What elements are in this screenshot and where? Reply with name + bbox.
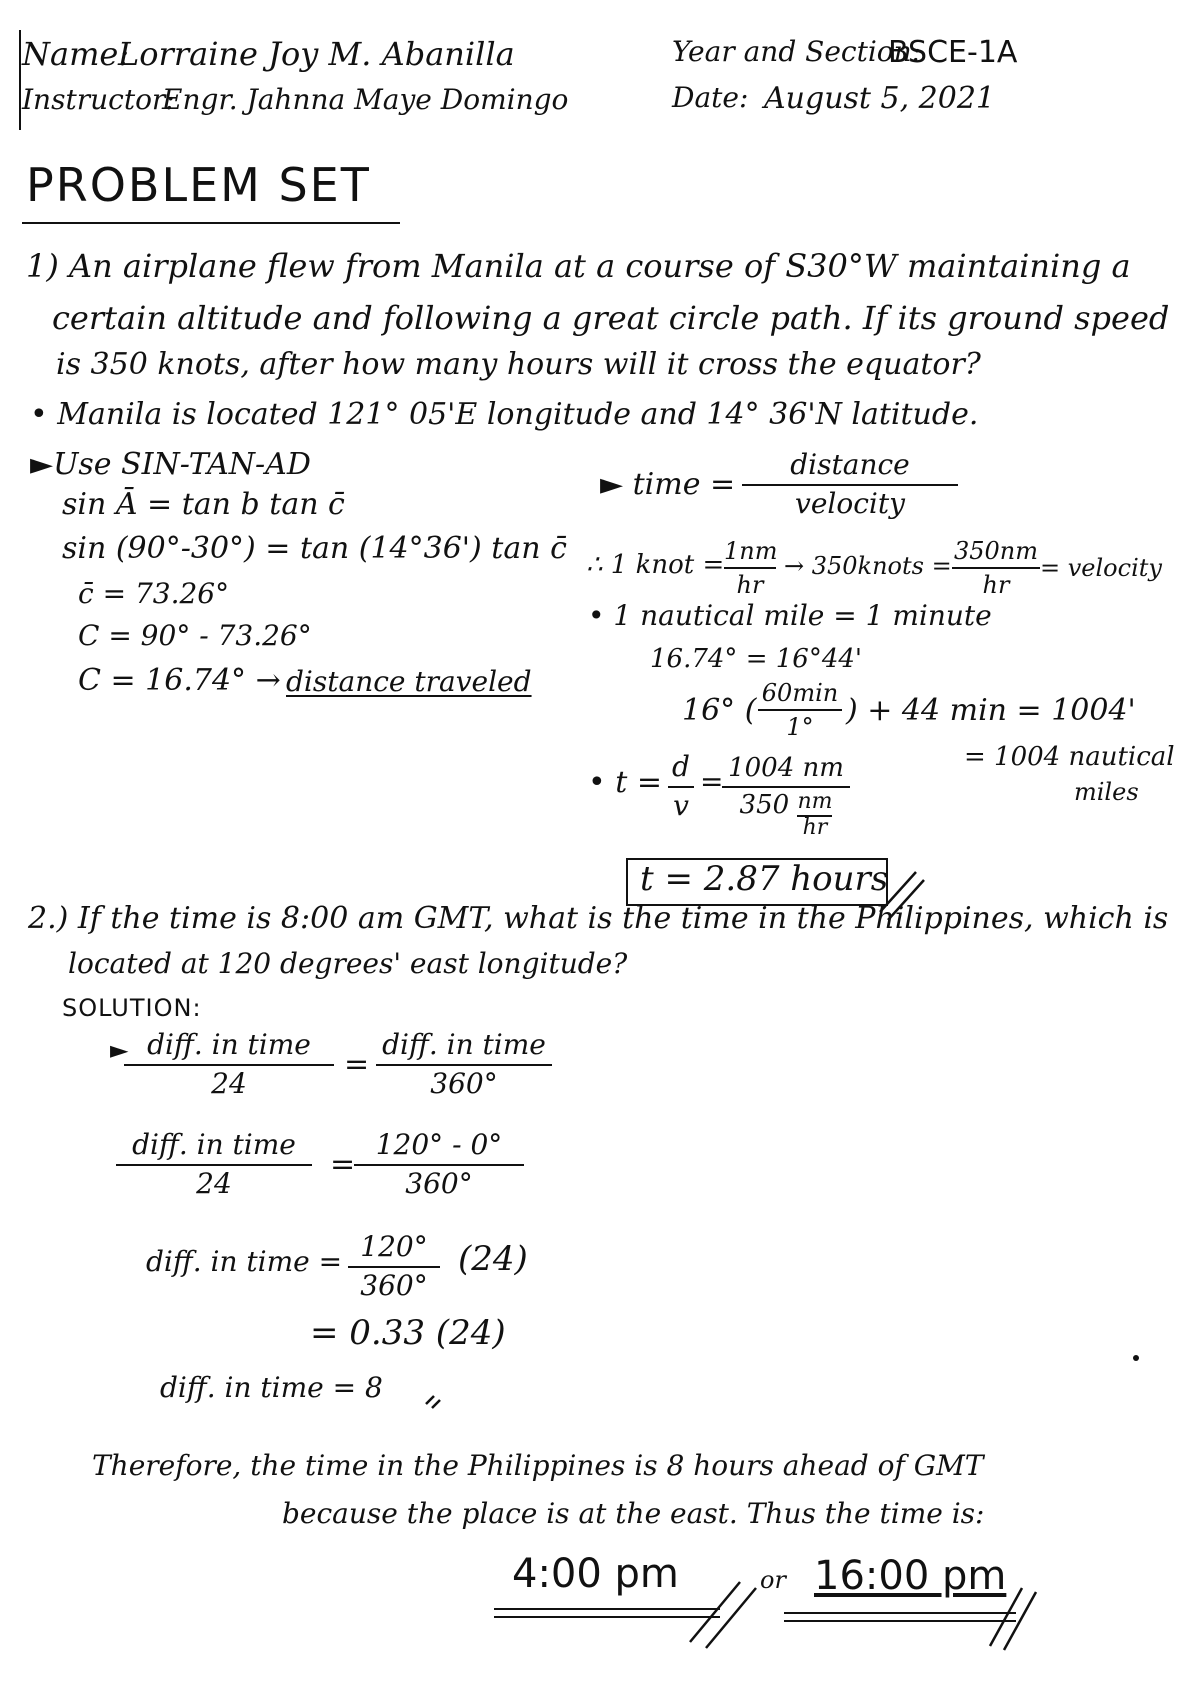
problem1-answer: t = 2.87 hours bbox=[640, 859, 889, 899]
knot-label: ∴ 1 knot = bbox=[586, 550, 725, 580]
student-name: Lorraine Joy M. Abanilla bbox=[118, 35, 515, 73]
t-formula-label: • t = bbox=[588, 765, 662, 800]
eq-line1: sin Ā = tan b tan c̄ bbox=[62, 487, 345, 522]
nautical-result-unit: miles bbox=[1074, 778, 1139, 806]
t-equals: = bbox=[700, 765, 724, 798]
t-fraction-den: v bbox=[673, 788, 689, 822]
instructor-name: Engr. Jahnna Maye Domingo bbox=[162, 83, 569, 116]
year-value: BSCE-1A bbox=[888, 35, 1018, 70]
t-value-den-unit-num: nm bbox=[797, 788, 833, 814]
step1-right-num: diff. in time bbox=[382, 1028, 546, 1061]
t-value-den-number: 350 bbox=[739, 789, 790, 820]
step1-equals: = bbox=[344, 1047, 370, 1082]
conversion-fraction-num: 60min bbox=[761, 679, 839, 707]
velocity-label: = velocity bbox=[1040, 554, 1162, 582]
step2-right-num: 120° - 0° bbox=[375, 1128, 503, 1161]
step1-right-den: 360° bbox=[430, 1066, 498, 1100]
time-fraction-den: velocity bbox=[795, 486, 905, 520]
step2-right-den: 360° bbox=[405, 1166, 473, 1200]
problem2-line1: 2.) If the time is 8:00 am GMT, what is the time in the Philippines, which is bbox=[28, 901, 1169, 936]
check-mark-icon bbox=[990, 1588, 1036, 1650]
t-fraction-num: d bbox=[672, 750, 690, 783]
answer-12h: 4:00 pm bbox=[512, 1551, 679, 1597]
eq-line3: c̄ = 73.26° bbox=[78, 577, 230, 610]
use-formula: ►Use SIN-TAN-AD bbox=[30, 447, 311, 482]
step2-equals: = bbox=[330, 1147, 356, 1182]
check-mark-icon bbox=[880, 872, 924, 920]
knot-fraction-den: hr bbox=[736, 571, 764, 600]
t-value-den-unit-den: hr bbox=[797, 815, 832, 839]
conversion-prefix: 16° ( bbox=[682, 693, 757, 728]
date-value: August 5, 2021 bbox=[764, 81, 996, 116]
step3-den: 360° bbox=[360, 1268, 428, 1302]
knot350-fraction-den: hr bbox=[982, 571, 1010, 600]
problem1-given: • Manila is located 121° 05'E longitude and 14° 36'N latitude. bbox=[30, 397, 979, 432]
page-title: PROBLEM SET bbox=[26, 158, 371, 212]
eq-line2: sin (90°-30°) = tan (14°36') tan c̄ bbox=[62, 531, 567, 566]
step2-left-num: diff. in time bbox=[132, 1128, 296, 1161]
step1-left-num: diff. in time bbox=[147, 1028, 311, 1061]
step3-num: 120° bbox=[360, 1230, 428, 1263]
t-value-num: 1004 nm bbox=[728, 753, 844, 783]
date-label: Date: bbox=[672, 81, 749, 114]
instructor-label: Instructor: bbox=[22, 83, 175, 116]
knot350-fraction-num: 350nm bbox=[953, 537, 1039, 565]
knot-arrow: → 350knots = bbox=[784, 552, 952, 580]
eq-line4: C = 90° - 73.26° bbox=[78, 619, 312, 652]
answer-24h: 16:00 pm bbox=[814, 1553, 1007, 1599]
step4: = 0.33 (24) bbox=[310, 1313, 506, 1353]
check-mark-icon bbox=[426, 1396, 440, 1408]
bullet-arrow-icon: ► bbox=[110, 1036, 129, 1064]
year-label: Year and Section: bbox=[672, 35, 922, 68]
conversion-fraction-den: 1° bbox=[786, 713, 814, 742]
problem2-line2: located at 120 degrees' east longitude? bbox=[68, 947, 628, 980]
conversion-suffix: ) + 44 min = 1004' bbox=[846, 693, 1136, 728]
ink-dot bbox=[1133, 1355, 1139, 1361]
problem1-line1: 1) An airplane flew from Manila at a course of S30°W maintaining a bbox=[26, 247, 1131, 285]
problem1-line2: certain altitude and following a great circle path. If its ground speed bbox=[52, 299, 1170, 337]
problem1-line3: is 350 knots, after how many hours will it cross the equator? bbox=[56, 347, 981, 382]
time-formula-label: ► time = bbox=[600, 467, 736, 502]
time-fraction-num: distance bbox=[790, 448, 910, 481]
check-mark-icon bbox=[690, 1582, 756, 1648]
step3-label: diff. in time = bbox=[146, 1245, 343, 1278]
distance-traveled-label: distance traveled bbox=[286, 665, 532, 698]
eq-line5: C = 16.74° → bbox=[78, 663, 281, 698]
solution-label: SOLUTION: bbox=[62, 994, 202, 1022]
nautical-result: = 1004 nautical bbox=[964, 742, 1175, 772]
step3-multiplier: (24) bbox=[458, 1239, 528, 1279]
name-label: Name: bbox=[22, 35, 130, 73]
answer-or: or bbox=[760, 1566, 786, 1594]
knot-fraction-num: 1nm bbox=[724, 537, 778, 565]
step2-left-den: 24 bbox=[196, 1166, 232, 1200]
conversion-line1: 16.74° = 16°44' bbox=[650, 644, 863, 674]
conclusion-line1: Therefore, the time in the Philippines is 8 hours ahead of GMT bbox=[92, 1449, 984, 1482]
step1-left-den: 24 bbox=[211, 1066, 247, 1100]
conclusion-line2: because the place is at the east. Thus the time is: bbox=[282, 1497, 985, 1530]
step5: diff. in time = 8 bbox=[160, 1371, 383, 1404]
nautical-mile-note: • 1 nautical mile = 1 minute bbox=[588, 599, 992, 632]
